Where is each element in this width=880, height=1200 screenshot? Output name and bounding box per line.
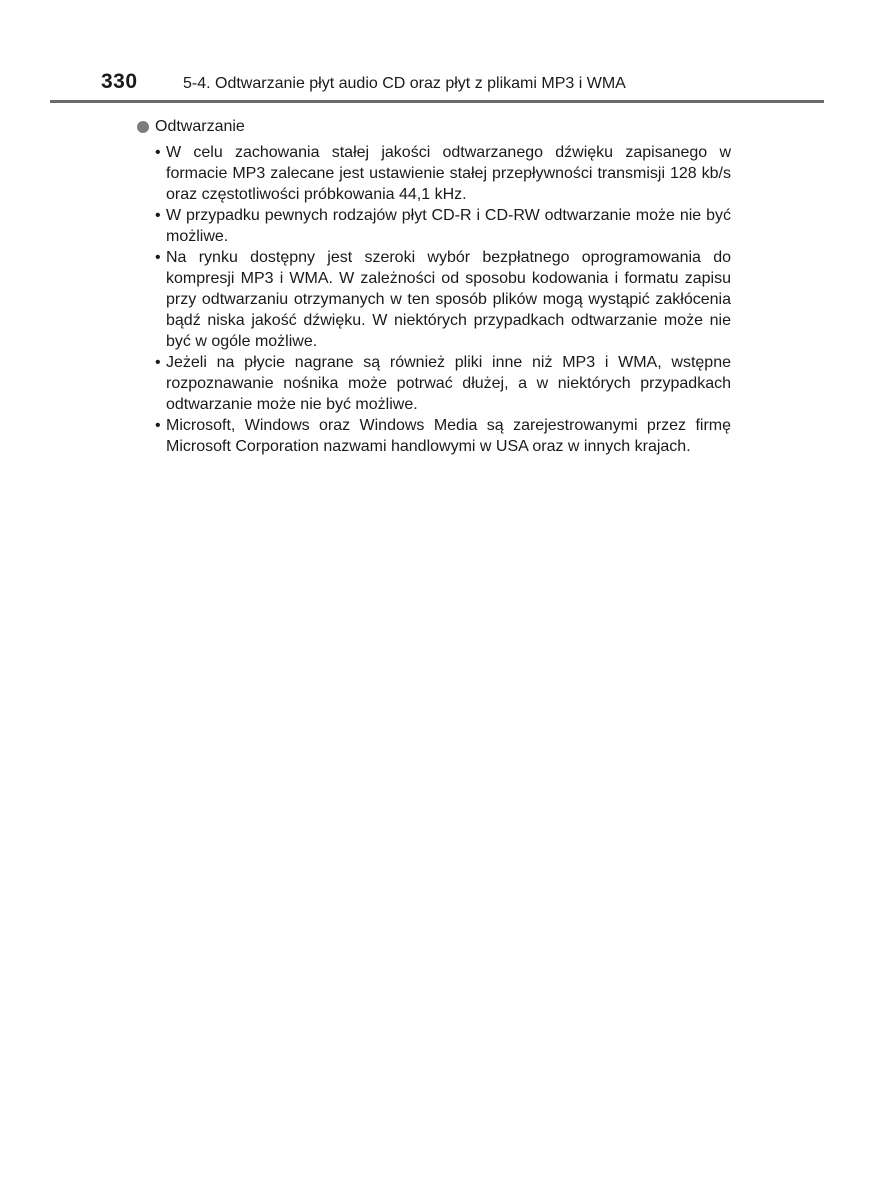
bullet-marker: • bbox=[155, 144, 161, 161]
list-item bbox=[155, 142, 731, 205]
page-number: 330 bbox=[101, 70, 138, 93]
section-heading bbox=[137, 116, 737, 138]
list-item bbox=[155, 205, 731, 247]
list-item-text: Jeżeli na płycie nagrane są również pliki inne niż MP3 i WMA, wstępne rozpoznawanie nośnika może potrwać dłużej, a w niektórych przypadkach odtwarzanie może nie być możliwe. bbox=[166, 354, 731, 413]
page-header bbox=[0, 0, 880, 104]
bullet-marker: • bbox=[155, 417, 161, 434]
header-rule bbox=[50, 100, 824, 103]
bullet-marker: • bbox=[155, 354, 161, 371]
section-heading-text: Odtwarzanie bbox=[155, 118, 245, 135]
list-item-text: Microsoft, Windows oraz Windows Media są zarejestrowanymi przez firmę Microsoft Corporation nazwami handlowymi w USA oraz w innych krajach. bbox=[166, 417, 731, 455]
list-item-text: W przypadku pewnych rodzajów płyt CD-R i CD-RW odtwarzanie może nie być możliwe. bbox=[166, 207, 731, 245]
section-playback bbox=[137, 116, 737, 455]
list-item-text: W celu zachowania stałej jakości odtwarzanego dźwięku zapisanego w formacie MP3 zalecane jest ustawienie stałej przepływności transmisji 128 kb/s oraz częstotliwości próbkowania 44,1 kHz. bbox=[166, 144, 731, 203]
list-item bbox=[155, 415, 731, 457]
list-item bbox=[155, 247, 731, 352]
bullet-marker: • bbox=[155, 207, 161, 224]
bullet-marker: • bbox=[155, 249, 161, 266]
list-item bbox=[155, 352, 731, 415]
circle-bullet-icon bbox=[137, 121, 149, 133]
list-item-text: Na rynku dostępny jest szeroki wybór bezpłatnego oprogramowania do kompresji MP3 i WMA. W zależności od sposobu kodowania i formatu zapisu przy odtwarzaniu otrzymanych w ten sposób plików mogą wystąpić zakłócenia bądź niska jakość dźwięku. W niektórych przypadkach odtwarzanie może nie być w ogóle możliwe. bbox=[166, 249, 731, 350]
bullet-list bbox=[155, 142, 731, 457]
running-title: 5-4. Odtwarzanie płyt audio CD oraz płyt z plikami MP3 i WMA bbox=[183, 75, 626, 92]
